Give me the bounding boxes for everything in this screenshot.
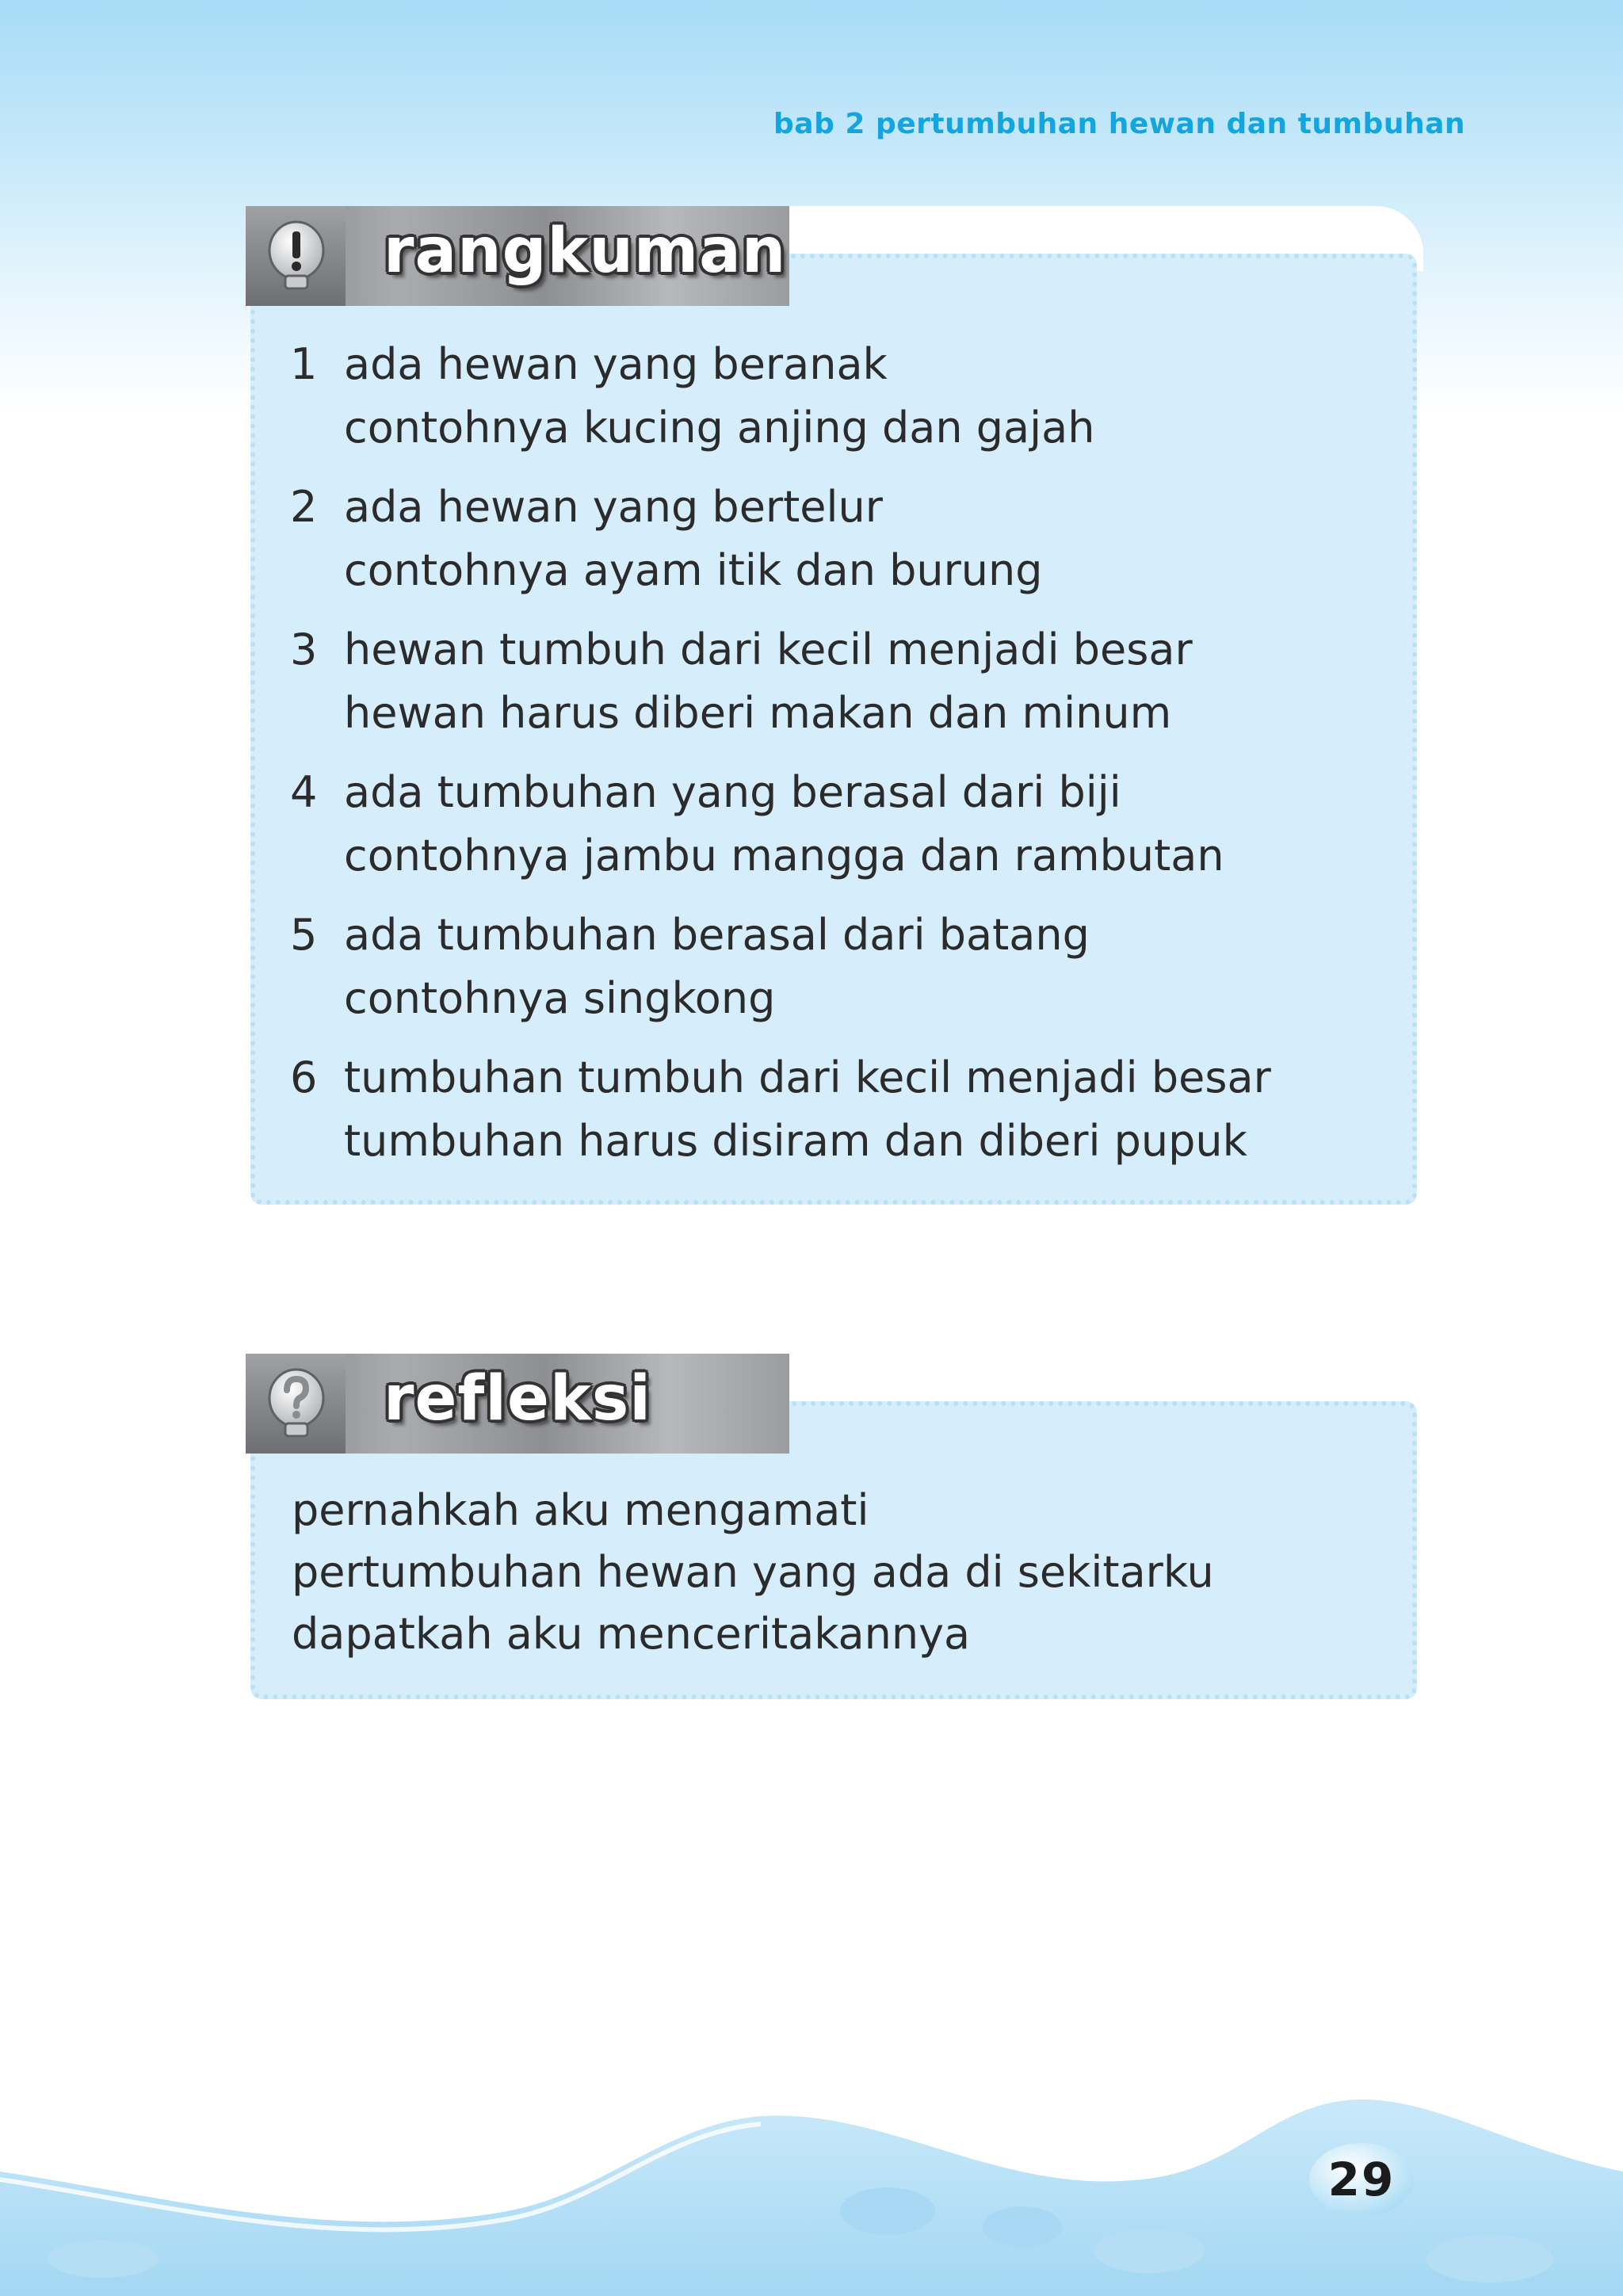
summary-item-number: 3: [290, 625, 318, 674]
summary-item-text: [344, 476, 1043, 602]
summary-item-number: 4: [290, 767, 318, 817]
reflection-title: refleksi: [384, 1363, 651, 1435]
summary-item-line: ada tumbuhan yang berasal dari biji: [344, 767, 1121, 817]
summary-item-number: 6: [290, 1052, 318, 1102]
page-number: 29: [1327, 2153, 1396, 2206]
summary-item-text: [344, 904, 1090, 1030]
summary-item-line: hewan tumbuh dari kecil menjadi besar: [344, 625, 1193, 674]
summary-item-line: contohnya singkong: [344, 973, 776, 1023]
summary-item-line: contohnya ayam itik dan burung: [344, 545, 1043, 595]
summary-item-line: ada tumbuhan berasal dari batang: [344, 910, 1090, 960]
summary-item-text: [344, 618, 1193, 745]
summary-item-line: contohnya jambu mangga dan rambutan: [344, 831, 1224, 881]
chapter-header: bab 2 pertumbuhan hewan dan tumbuhan: [773, 108, 1465, 140]
summary-item-line: ada hewan yang beranak: [344, 339, 888, 389]
question-bulb-icon: [246, 1354, 346, 1454]
summary-item-number: 1: [290, 339, 318, 389]
summary-title-tab: [246, 206, 789, 306]
summary-item-line: hewan harus diberi makan dan minum: [344, 688, 1172, 738]
summary-item-line: tumbuhan harus disiram dan diberi pupuk: [344, 1116, 1247, 1166]
summary-title: rangkuman: [384, 216, 787, 287]
summary-item-text: [344, 333, 1094, 460]
reflection-line: pernahkah aku mengamati: [292, 1485, 869, 1535]
summary-item-number: 5: [290, 910, 318, 960]
summary-item-line: tumbuhan tumbuh dari kecil menjadi besar: [344, 1052, 1271, 1102]
exclamation-bulb-icon: [246, 206, 346, 306]
reflection-line: pertumbuhan hewan yang ada di sekitarku: [292, 1547, 1214, 1597]
reflection-title-tab: [246, 1354, 789, 1454]
summary-item-line: ada hewan yang bertelur: [344, 482, 883, 532]
summary-item-number: 2: [290, 482, 318, 532]
summary-item-text: [344, 1046, 1271, 1173]
summary-item-line: contohnya kucing anjing dan gajah: [344, 403, 1095, 453]
summary-item-text: [344, 761, 1224, 888]
reflection-line: dapatkah aku menceritakannya: [292, 1609, 971, 1659]
